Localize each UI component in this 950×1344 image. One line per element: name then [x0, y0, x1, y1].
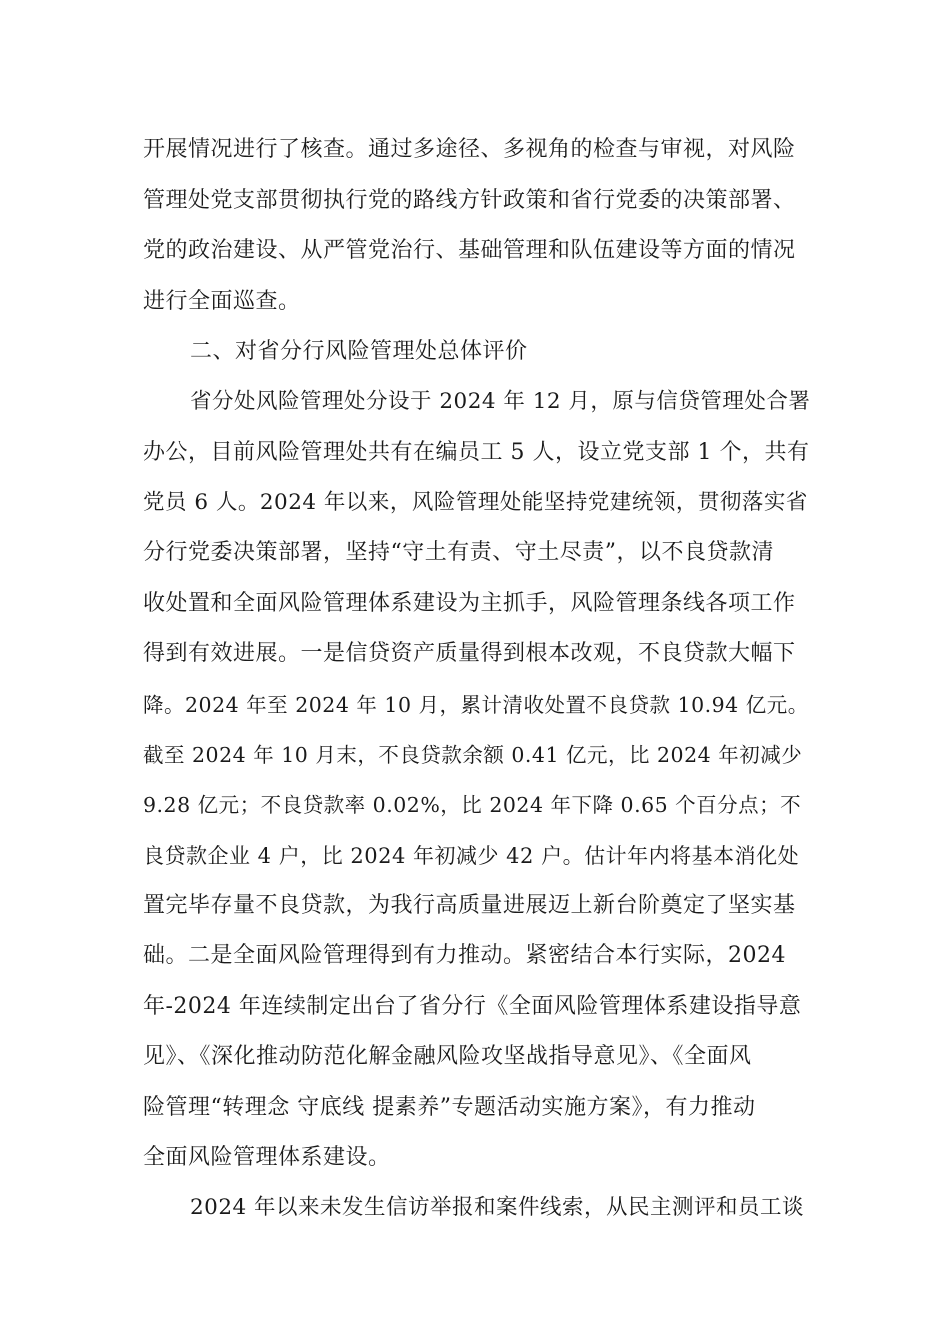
- text-line: 管理处党支部贯彻执行党的路线方针政策和省行党委的决策部署、: [143, 188, 796, 213]
- text-line: 分行党委决策部署，坚持“守土有责、守土尽责”，以不良贷款清: [143, 540, 774, 565]
- text-line: 见》、《深化推动防范化解金融风险攻坚战指导意见》、《全面风: [143, 1044, 752, 1069]
- text-line: 2024 年以来未发生信访举报和案件线索，从民主测评和员工谈: [190, 1195, 805, 1220]
- text-line: 良贷款企业 4 户，比 2024 年初减少 42 户。估计年内将基本消化处: [143, 844, 800, 868]
- text-line: 全面风险管理体系建设。: [143, 1145, 391, 1170]
- text-line: 进行全面巡查。: [143, 289, 301, 314]
- text-line: 9.28 亿元；不良贷款率 0.02%，比 2024 年下降 0.65 个百分点；不: [143, 793, 802, 817]
- text-line: 截至 2024 年 10 月末，不良贷款余额 0.41 亿元，比 2024 年初减少: [143, 743, 803, 767]
- text-line: 办公，目前风险管理处共有在编员工 5 人，设立党支部 1 个，共有: [143, 440, 810, 465]
- text-line: 收处置和全面风险管理体系建设为主抓手，风险管理条线各项工作: [143, 591, 796, 616]
- text-line: 降。2024 年至 2024 年 10 月，累计清收处置不良贷款 10.94 亿元。: [143, 693, 809, 717]
- text-line: 置完毕存量不良贷款，为我行高质量进展迈上新台阶奠定了坚实基: [143, 893, 796, 918]
- text-line: 础。二是全面风险管理得到有力推动。紧密结合本行实际，2024: [143, 943, 786, 968]
- text-line: 险管理“转理念 守底线 提素养”专题活动实施方案》，有力推动: [143, 1095, 756, 1120]
- text-line: 省分处风险管理处分设于 2024 年 12 月，原与信贷管理处合署: [190, 389, 811, 414]
- text-line: 年-2024 年连续制定出台了省分行《全面风险管理体系建设指导意: [143, 994, 802, 1019]
- text-line: 开展情况进行了核查。通过多途径、多视角的检查与审视，对风险: [143, 137, 796, 162]
- section-heading: 二、对省分行风险管理处总体评价: [190, 339, 528, 364]
- text-line: 党的政治建设、从严管党治行、基础管理和队伍建设等方面的情况: [143, 238, 796, 263]
- text-line: 党员 6 人。2024 年以来，风险管理处能坚持党建统领，贯彻落实省: [143, 490, 808, 515]
- text-line: 得到有效进展。一是信贷资产质量得到根本改观，不良贷款大幅下: [143, 641, 796, 666]
